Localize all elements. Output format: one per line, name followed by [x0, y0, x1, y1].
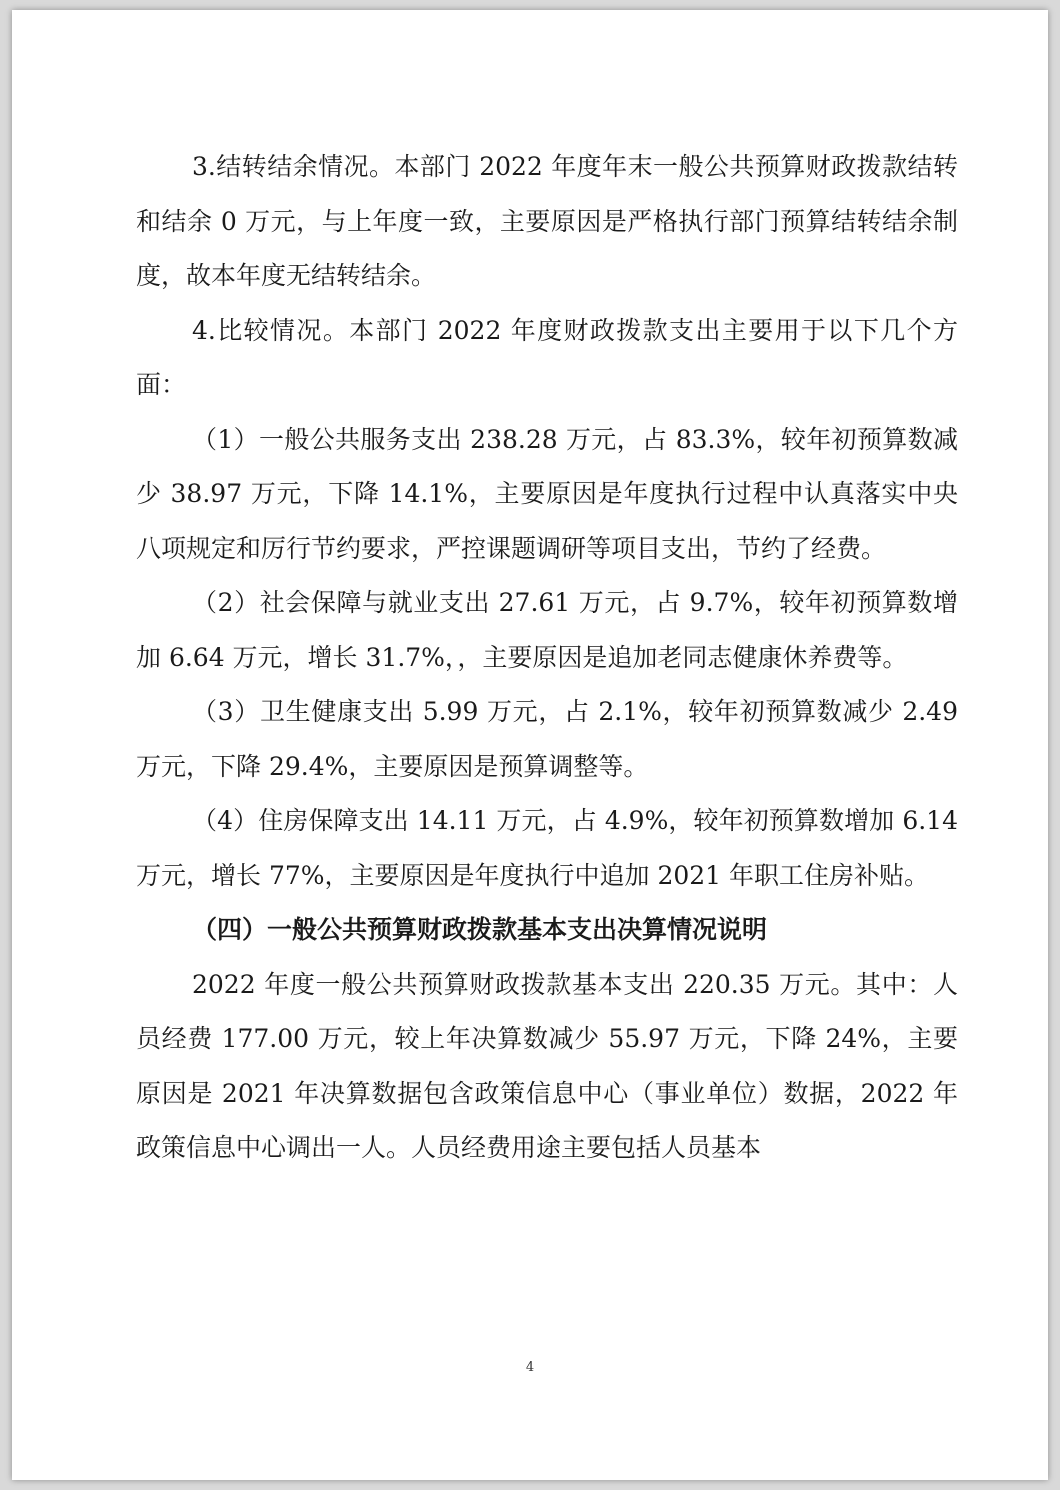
- paragraph-social-security: （2）社会保障与就业支出 27.61 万元，占 9.7%，较年初预算数增加 6.64 万元，增长 31.7%，，主要原因是追加老同志健康休养费等。: [136, 588, 958, 672]
- paragraph-comparison: 4.比较情况。本部门 2022 年度财政拨款支出主要用于以下几个方面：: [136, 315, 958, 399]
- paragraph-health: （3）卫生健康支出 5.99 万元，占 2.1%，较年初预算数减少 2.49 万元，下降 29.4%，主要原因是预算调整等。: [136, 697, 958, 781]
- paragraph-carryover-balance: 3.结转结余情况。本部门 2022 年度年末一般公共预算财政拨款结转和结余 0 万元，与上年度一致，主要原因是严格执行部门预算结转结余制度，故本年度无结转结余。: [136, 152, 958, 290]
- page-number: 4: [525, 1360, 535, 1375]
- paragraph-housing: （4）住房保障支出 14.11 万元，占 4.9%，较年初预算数增加 6.14 万元，增长 77%，主要原因是年度执行中追加 2021 年职工住房补贴。: [136, 806, 958, 890]
- section-heading-basic-expenditure: （四）一般公共预算财政拨款基本支出决算情况说明: [192, 915, 768, 944]
- paragraph-basic-expenditure: 2022 年度一般公共预算财政拨款基本支出 220.35 万元。其中：人员经费 177.00 万元，较上年决算数减少 55.97 万元，下降 24%，主要原因是 2021 年决算数据包含政策信息中心（事业单位）数据，2022 年政策信息中心调出一人。人员经费用途主要包括人员基本: [136, 969, 958, 1162]
- document-body: [136, 140, 958, 1176]
- document-page: [12, 10, 1048, 1480]
- paragraph-general-public-services: （1）一般公共服务支出 238.28 万元，占 83.3%，较年初预算数减少 38.97 万元，下降 14.1%，主要原因是年度执行过程中认真落实中央八项规定和厉行节约要求，严控课题调研等项目支出，节约了经费。: [136, 424, 958, 563]
